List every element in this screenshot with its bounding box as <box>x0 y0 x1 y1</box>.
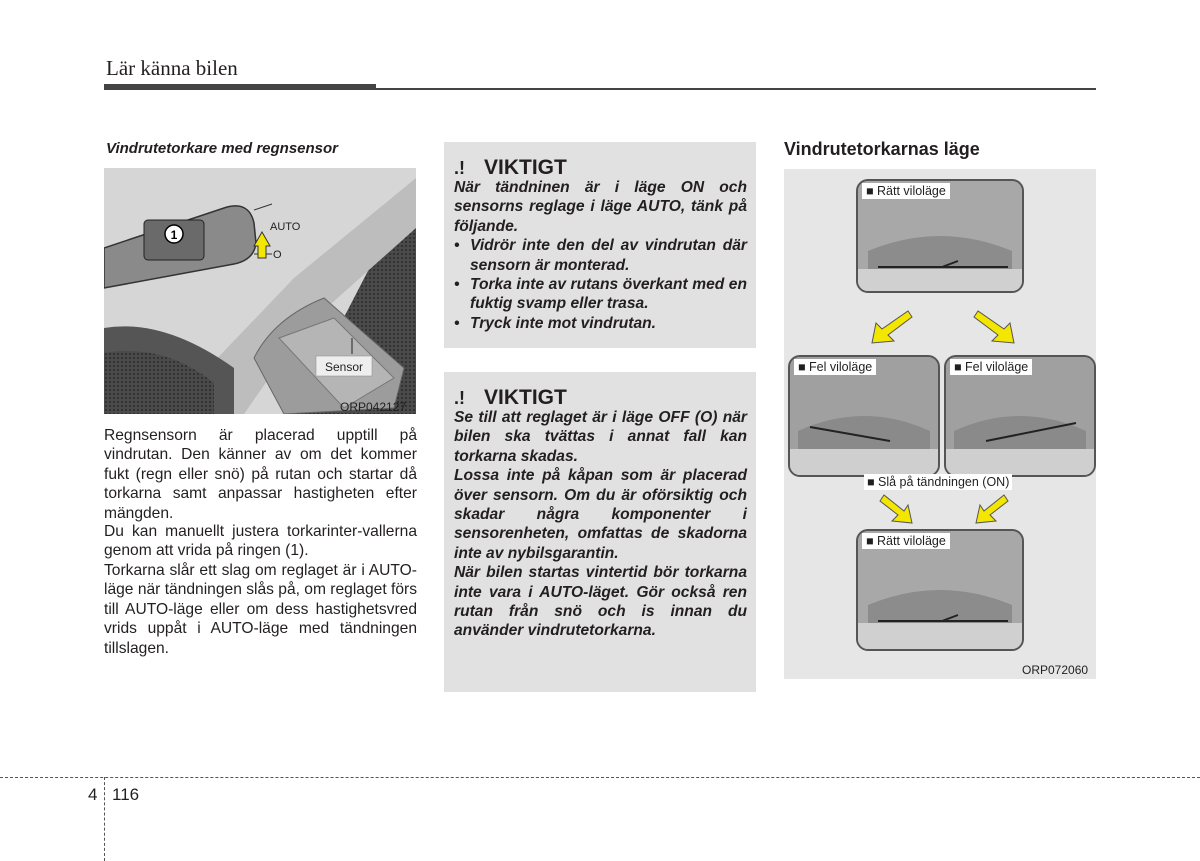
warning-paragraph: När bilen startas vintertid bör torkarna inte vara i AUTO-läget. Gör också ren rutan från snö och is innan du använder vindrutetorkarna. <box>454 564 747 640</box>
arrow-down-right-icon <box>878 491 918 527</box>
header-rule-thin <box>376 88 1096 90</box>
header-rule-thick <box>104 84 376 90</box>
footer-divider <box>0 777 1200 778</box>
list-item: • Torka inte av rutans överkant med en fuktig svamp eller trasa. <box>454 276 747 313</box>
list-item: • Tryck inte mot vindrutan. <box>454 314 657 332</box>
warning-paragraph: Se till att reglaget är i läge OFF (O) när bilen ska tvättas i annat fall kan torkarna skadas. <box>454 409 747 465</box>
figure-code-right: ORP072060 <box>1022 663 1089 677</box>
figure-code-left: ORP042127 <box>340 400 407 414</box>
paragraph-2: Du kan manuellt justera torkarinter-vallerna genom att vrida på ringen (1). <box>104 523 417 560</box>
auto-label: AUTO <box>270 221 301 233</box>
wiper-stalk-figure <box>104 168 416 414</box>
footer-vertical-divider <box>104 777 105 861</box>
label-ignition-on: ■ Slå på tändningen (ON) <box>864 474 1012 490</box>
warning-header-2 <box>454 386 567 410</box>
wiper-position-diagram <box>784 169 1096 679</box>
arrow-down-left-icon <box>868 307 916 347</box>
list-item: • Vidrör inte den del av vindrutan där sensorn är monterad. <box>454 237 747 274</box>
warning-box-1 <box>444 142 756 348</box>
window-wrong-left <box>788 355 940 477</box>
warning-body-1 <box>454 178 747 333</box>
label-wrong-right: ■ Fel viloläge <box>950 359 1032 375</box>
warning-icon: .! <box>454 387 465 408</box>
wiper-stalk-illustration <box>104 168 416 414</box>
warning-box-2 <box>444 372 756 692</box>
warning-icon: .! <box>454 157 465 178</box>
label-correct-bottom: ■ Rätt viloläge <box>862 533 950 549</box>
label-wrong-left: ■ Fel viloläge <box>794 359 876 375</box>
warning-label-2: VIKTIGT <box>484 386 567 409</box>
warning-paragraph: Lossa inte på kåpan som är placerad över sensorn. Om du är oförsiktig och skadar några komponenter i sensorenheten, omfattas de skadorna inte av nybilsgarantin. <box>454 467 747 562</box>
arrow-down-left-icon <box>970 491 1010 527</box>
arrow-down-right-icon <box>970 307 1018 347</box>
section-title-rain-sensor: Vindrutetorkare med regnsensor <box>106 140 339 157</box>
warning-body-2 <box>454 408 747 641</box>
ring-number-label: 1 <box>170 228 178 242</box>
chapter-number: 4 <box>88 785 98 804</box>
label-correct-top: ■ Rätt viloläge <box>862 183 950 199</box>
off-label: O <box>273 249 282 261</box>
warning-header-1 <box>454 156 567 180</box>
paragraph-3: Torkarna slår ett slag om reglaget är i AUTO-läge när tändningen slås på, om reglaget förs till AUTO-läge eller om dess hastighetsvred vrids uppåt i AUTO-läge med tändningen tillslagen. <box>104 562 417 657</box>
sensor-label: Sensor <box>324 360 364 374</box>
window-wrong-right <box>944 355 1096 477</box>
paragraph-1: Regnsensorn är placerad upptill på vindrutan. Den känner av om det kommer fukt (regn eller snö) på rutan och startar då torkarna samt anpassar hastigheten efter mängden. <box>104 427 417 522</box>
section-title-wiper-position: Vindrutetorkarnas läge <box>784 139 980 159</box>
warning-intro: När tändninen är i läge ON och sensorns reglage i läge AUTO, tänk på följande. <box>454 179 747 235</box>
page-number: 116 <box>112 785 140 804</box>
window-correct-bottom <box>856 529 1024 651</box>
window-correct-top <box>856 179 1024 293</box>
warning-label-1: VIKTIGT <box>484 156 567 179</box>
chapter-title: Lär känna bilen <box>106 56 238 80</box>
